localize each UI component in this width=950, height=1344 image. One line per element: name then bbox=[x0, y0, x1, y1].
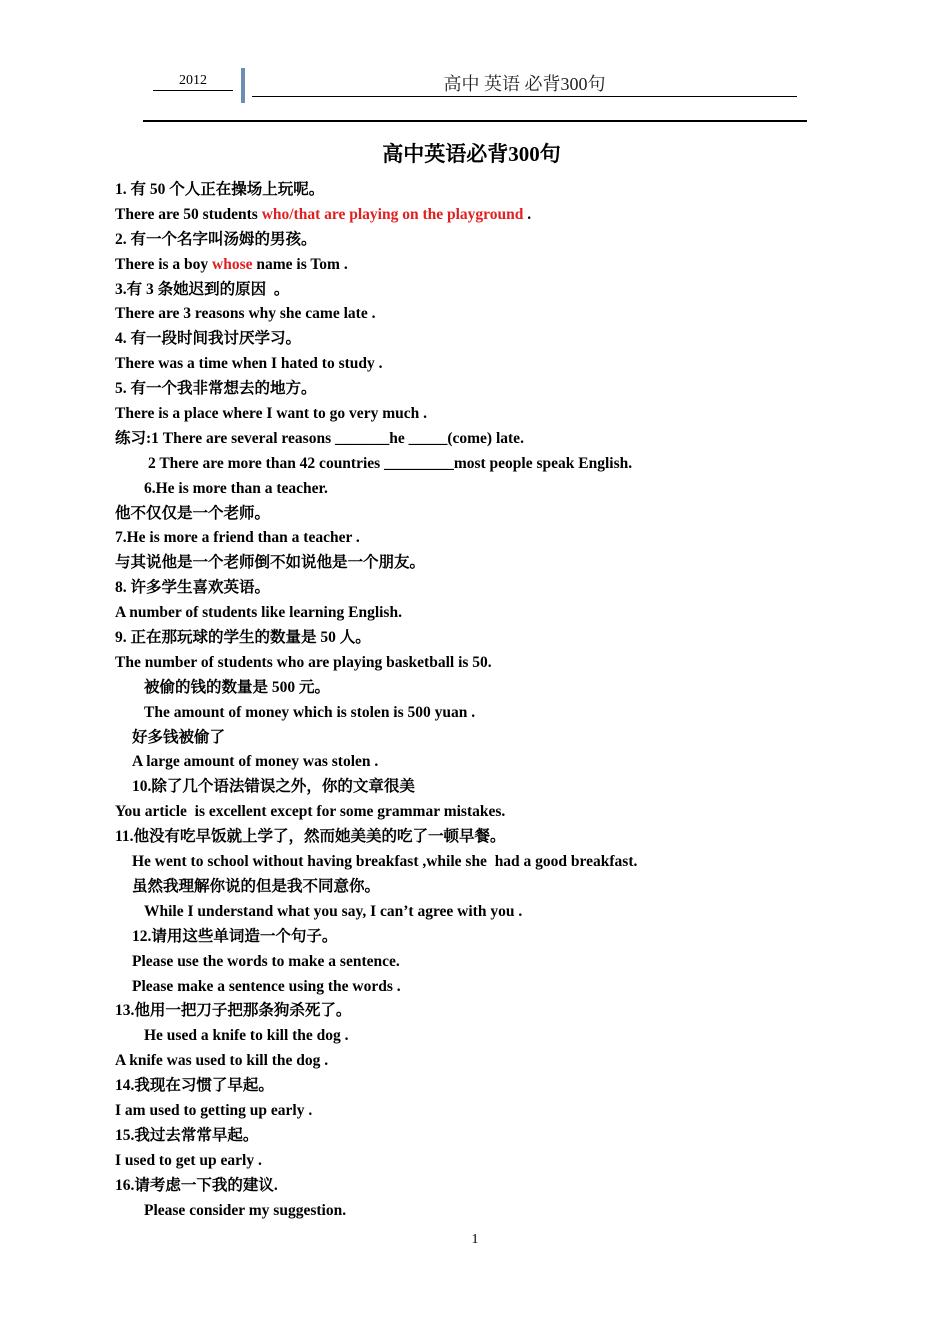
line-text: . bbox=[523, 205, 532, 223]
text-line: Please consider my suggestion. bbox=[144, 1201, 347, 1219]
header-rule bbox=[143, 120, 807, 122]
text-line: 被偷的钱的数量是 500 元。 bbox=[144, 678, 331, 696]
header-title: 高中 英语 必背300句 bbox=[252, 72, 797, 97]
text-line: 虽然我理解你说的但是我不同意你。 bbox=[132, 877, 381, 895]
text-line: He used a knife to kill the dog . bbox=[144, 1027, 349, 1045]
text-line: 他不仅仅是一个老师。 bbox=[115, 504, 271, 522]
text-line: I am used to getting up early . bbox=[115, 1101, 313, 1119]
text-line: 2. 有一个名字叫汤姆的男孩。 bbox=[115, 230, 317, 248]
text-line: 13.他用一把刀子把那条狗杀死了。 bbox=[115, 1002, 352, 1020]
text-line bbox=[115, 253, 815, 278]
line-text: There is a boy bbox=[115, 255, 213, 273]
line-text: There are 50 students bbox=[115, 205, 262, 223]
text-line: There is a place where I want to go very much . bbox=[115, 405, 427, 423]
header-year: 2012 bbox=[153, 72, 233, 91]
text-line: You article is excellent except for some grammar mistakes. bbox=[115, 803, 506, 821]
text-line bbox=[115, 203, 815, 228]
text-line: 7.He is more a friend than a teacher . bbox=[115, 529, 360, 547]
page-number: 1 bbox=[471, 1232, 479, 1247]
text-line: While I understand what you say, I can’t agree with you . bbox=[144, 902, 523, 920]
text-line: 12.请用这些单词造一个句子。 bbox=[132, 927, 338, 945]
text-line: I used to get up early . bbox=[115, 1151, 262, 1169]
text-line: 2 There are more than 42 countries _________most people speak English. bbox=[148, 454, 633, 472]
text-line: A knife was used to kill the dog . bbox=[115, 1052, 329, 1070]
text-line: 8. 许多学生喜欢英语。 bbox=[115, 579, 271, 597]
text-line: 11.他没有吃早饭就上学了，然而她美美的吃了一顿早餐。 bbox=[115, 828, 506, 846]
text-line: 14.我现在习惯了早起。 bbox=[115, 1077, 274, 1095]
text-line: There are 3 reasons why she came late . bbox=[115, 305, 376, 323]
document-title: 高中英语必背300句 bbox=[382, 142, 561, 166]
text-line: Please make a sentence using the words . bbox=[132, 977, 401, 995]
text-line: A number of students like learning English. bbox=[115, 604, 402, 622]
text-line: 9. 正在那玩球的学生的数量是 50 人。 bbox=[115, 629, 371, 647]
text-line: The number of students who are playing basketball is 50. bbox=[115, 653, 492, 671]
highlighted-text: who/that are playing on the playground bbox=[261, 205, 524, 223]
text-line: 16.请考虑一下我的建议. bbox=[115, 1176, 278, 1194]
text-line: 6.He is more than a teacher. bbox=[144, 479, 328, 497]
line-text: name is Tom . bbox=[252, 255, 348, 273]
text-line: 10.除了几个语法错误之外，你的文章很美 bbox=[132, 778, 415, 796]
header-divider-bar bbox=[241, 68, 245, 103]
text-line: 好多钱被偷了 bbox=[132, 728, 226, 746]
highlighted-text: whose bbox=[212, 255, 253, 273]
text-line: 3.有 3 条她迟到的原因 。 bbox=[115, 280, 290, 298]
text-line: 1. 有 50 个人正在操场上玩呢。 bbox=[115, 181, 325, 198]
text-line: Please use the words to make a sentence. bbox=[132, 952, 400, 970]
text-line: 5. 有一个我非常想去的地方。 bbox=[115, 380, 317, 398]
sentence-list bbox=[115, 178, 815, 1223]
text-line: The amount of money which is stolen is 500 yuan . bbox=[144, 703, 476, 721]
text-line: There was a time when I hated to study . bbox=[115, 355, 383, 373]
text-line: 4. 有一段时间我讨厌学习。 bbox=[115, 330, 302, 348]
text-line: 与其说他是一个老师倒不如说他是一个朋友。 bbox=[115, 554, 426, 572]
text-line: 练习:1 There are several reasons _______he _____(come) late. bbox=[115, 429, 524, 447]
text-line: A large amount of money was stolen . bbox=[132, 753, 379, 771]
text-line: He went to school without having breakfast ,while she had a good breakfast. bbox=[132, 853, 638, 871]
text-line: 15.我过去常常早起。 bbox=[115, 1126, 259, 1144]
